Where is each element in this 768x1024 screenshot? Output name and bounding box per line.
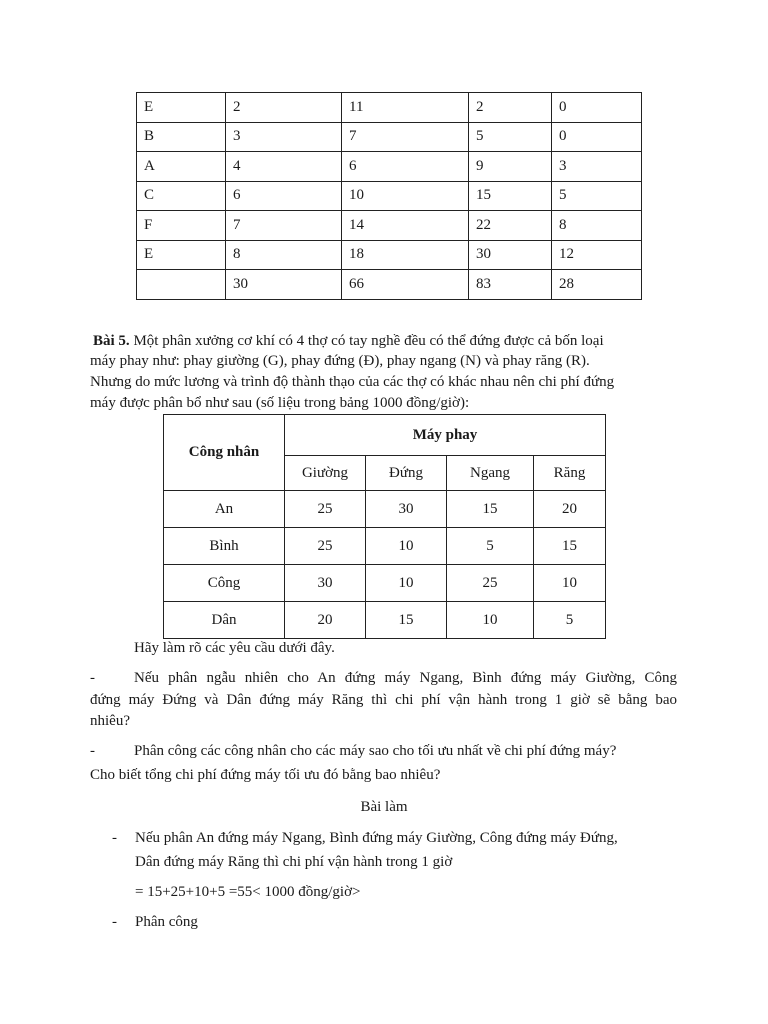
cost-cell: 30 xyxy=(285,565,366,602)
table-cell: 0 xyxy=(552,93,642,123)
table-row xyxy=(164,565,606,602)
problem-label: Bài 5. xyxy=(93,333,130,349)
table-cell: 8 xyxy=(226,240,342,270)
cost-cell: 10 xyxy=(366,565,447,602)
table-cell: 18 xyxy=(342,240,469,270)
cost-cell: 5 xyxy=(534,602,606,639)
worker-name: Bình xyxy=(164,528,285,565)
table-cell: 3 xyxy=(552,152,642,182)
table-cell: E xyxy=(137,240,226,270)
worker-name: Công xyxy=(164,565,285,602)
table-cell: 2 xyxy=(226,93,342,123)
req1-line-2: đứng máy Đứng và Dân đứng máy Răng thì chi phí vận hành trong 1 giờ sẽ bằng bao xyxy=(90,692,677,708)
table-cell: 14 xyxy=(342,211,469,241)
table-cell: C xyxy=(137,181,226,211)
table-cell: B xyxy=(137,122,226,152)
machine-header-cell: Răng xyxy=(534,456,606,491)
cost-table xyxy=(163,414,606,639)
table-cell: 15 xyxy=(469,181,552,211)
problem-line-4: máy được phân bổ như sau (số liệu trong bảng 1000 đồng/giờ): xyxy=(90,395,470,411)
data-table-1 xyxy=(136,92,642,300)
table-row xyxy=(164,491,606,528)
table-header-row xyxy=(164,415,606,456)
table-cell: 28 xyxy=(552,270,642,300)
table-cell xyxy=(137,270,226,300)
table-row-total xyxy=(137,270,642,300)
solution-title: Bài làm xyxy=(360,799,408,815)
table-cell: 6 xyxy=(226,181,342,211)
cost-cell: 25 xyxy=(285,491,366,528)
table-cell: 11 xyxy=(342,93,469,123)
solution-item1-line-1: Nếu phân An đứng máy Ngang, Bình đứng máy Giường, Công đứng máy Đứng, xyxy=(135,830,618,846)
cost-cell: 30 xyxy=(366,491,447,528)
table-cell: 30 xyxy=(469,240,552,270)
table-cell: F xyxy=(137,211,226,241)
cost-cell: 25 xyxy=(285,528,366,565)
table-row xyxy=(164,528,606,565)
solution-item2-dash: - xyxy=(112,914,117,930)
cost-cell: 15 xyxy=(534,528,606,565)
machine-header-cell: Giường xyxy=(285,456,366,491)
cost-cell: 5 xyxy=(447,528,534,565)
table-cell: 6 xyxy=(342,152,469,182)
table-row xyxy=(137,211,642,241)
req2-line-2: Cho biết tổng chi phí đứng máy tối ưu đó bằng bao nhiêu? xyxy=(90,767,441,783)
table-cell: A xyxy=(137,152,226,182)
table-cell: 5 xyxy=(469,122,552,152)
table-cell: 7 xyxy=(226,211,342,241)
worker-name: Dân xyxy=(164,602,285,639)
machine-header-cell: Đứng xyxy=(366,456,447,491)
table-row xyxy=(137,240,642,270)
table-cell: 4 xyxy=(226,152,342,182)
table-row xyxy=(137,122,642,152)
table-cell: 5 xyxy=(552,181,642,211)
table-cell: 30 xyxy=(226,270,342,300)
problem-line-1 xyxy=(93,331,604,351)
solution-item1-line-2: Dân đứng máy Răng thì chi phí vận hành trong 1 giờ xyxy=(135,854,453,870)
table-cell: 7 xyxy=(342,122,469,152)
cost-cell: 15 xyxy=(366,602,447,639)
cost-cell: 10 xyxy=(447,602,534,639)
table-cell: 3 xyxy=(226,122,342,152)
table-cell: 8 xyxy=(552,211,642,241)
req1-line-3: nhiêu? xyxy=(90,713,130,729)
req1-line-1: Nếu phân ngẫu nhiên cho An đứng máy Ngang, Bình đứng máy Giường, Công xyxy=(134,670,677,686)
req2-line-1: Phân công các công nhân cho các máy sao cho tối ưu nhất về chi phí đứng máy? xyxy=(134,743,617,759)
table-row xyxy=(137,152,642,182)
problem-text: Một phân xưởng cơ khí có 4 thợ có tay nghề đều có thể đứng được cả bốn loại xyxy=(129,333,604,349)
table-row xyxy=(164,602,606,639)
problem-line-3: Nhưng do mức lương và trình độ thành thạo của các thợ có khác nhau nên chi phí đứng xyxy=(90,374,615,390)
table-row xyxy=(137,93,642,123)
table-cell: 10 xyxy=(342,181,469,211)
table-cell: 66 xyxy=(342,270,469,300)
table-cell: E xyxy=(137,93,226,123)
solution-item1-line-3: = 15+25+10+5 =55< 1000 đồng/giờ> xyxy=(135,884,361,900)
table-cell: 22 xyxy=(469,211,552,241)
worker-header: Công nhân xyxy=(164,415,285,491)
req2-dash: - xyxy=(90,743,95,759)
cost-cell: 20 xyxy=(285,602,366,639)
cost-cell: 25 xyxy=(447,565,534,602)
intro-text: Hãy làm rõ các yêu cầu dưới đây. xyxy=(134,640,335,656)
table-row xyxy=(137,181,642,211)
cost-cell: 10 xyxy=(534,565,606,602)
cost-cell: 15 xyxy=(447,491,534,528)
solution-item1-dash: - xyxy=(112,830,117,846)
req1-dash: - xyxy=(90,670,95,686)
table-cell: 0 xyxy=(552,122,642,152)
problem-line-2: máy phay như: phay giường (G), phay đứng (Đ), phay ngang (N) và phay răng (R). xyxy=(90,353,590,369)
machine-header-cell: Ngang xyxy=(447,456,534,491)
cost-cell: 10 xyxy=(366,528,447,565)
table-cell: 2 xyxy=(469,93,552,123)
machine-header: Máy phay xyxy=(285,415,606,456)
solution-item2-text: Phân công xyxy=(135,914,198,930)
cost-cell: 20 xyxy=(534,491,606,528)
worker-name: An xyxy=(164,491,285,528)
table-cell: 9 xyxy=(469,152,552,182)
table-cell: 83 xyxy=(469,270,552,300)
table-cell: 12 xyxy=(552,240,642,270)
